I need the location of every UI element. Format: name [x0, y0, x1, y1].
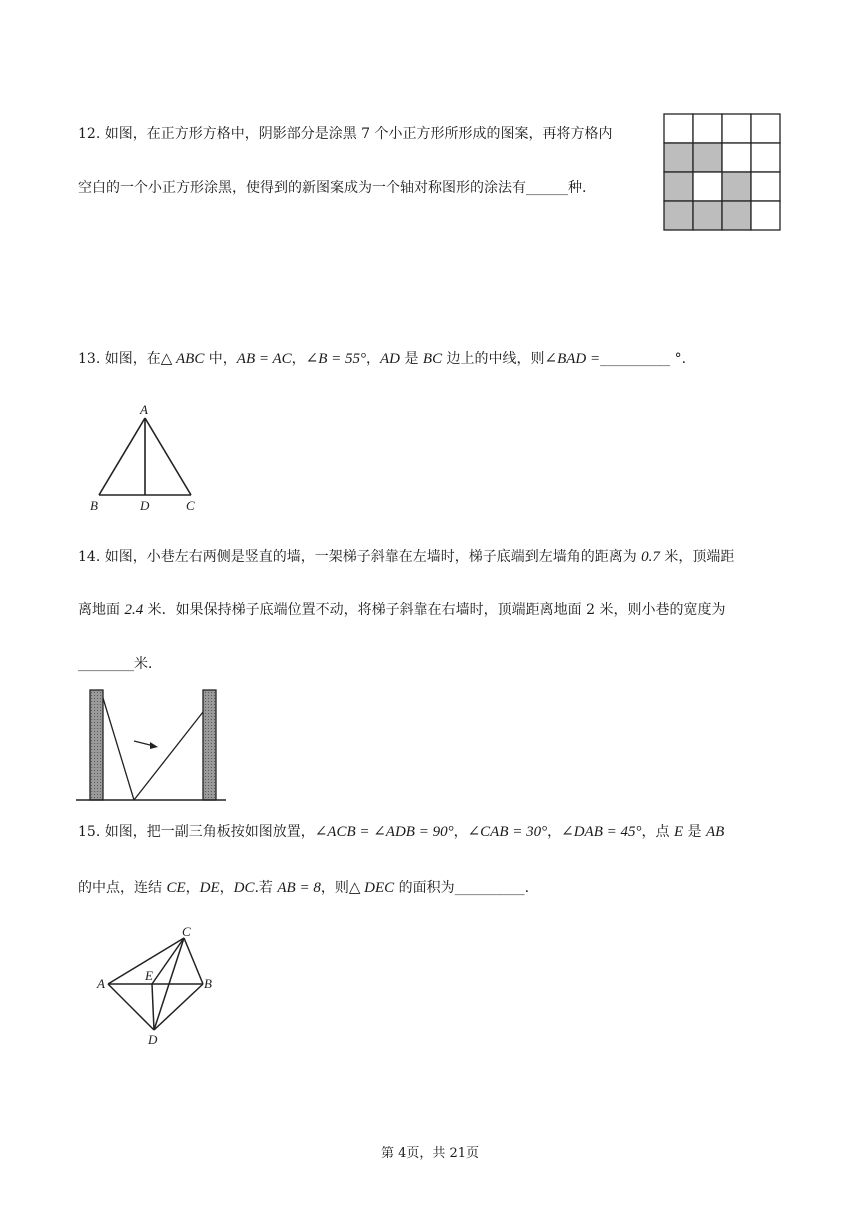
q15-segment-cb — [184, 938, 203, 984]
q14-text-3: 离地面 — [78, 602, 125, 618]
q15-text-1: 15. 如图，把一副三角板按如图放置， — [78, 824, 315, 840]
grid-cell-shaded — [722, 172, 751, 201]
q12-grid-figure — [662, 112, 784, 232]
q14-math-1: 0.7 — [641, 549, 660, 565]
q14-arrow-icon — [134, 741, 158, 749]
q15-math-6: CE — [166, 880, 186, 896]
q14-text-4: 米．如果保持梯子底端位置不动，将梯子斜靠在右墙时，顶端距离地面 2 米，则小巷的宽度为 — [143, 602, 726, 618]
q14-math-2: 2.4 — [124, 602, 144, 618]
q13-label-a: A — [140, 402, 148, 417]
page-footer: 第 4页，共 21页 — [380, 1146, 480, 1161]
q15-line2 — [78, 878, 529, 898]
q15-label-d: D — [148, 1032, 158, 1047]
q13-math-3: ∠B = 55° — [305, 351, 366, 367]
q13-text-4: ， — [366, 351, 380, 367]
q15-math-7: DE — [199, 880, 220, 896]
q13-text-2: 中， — [204, 351, 237, 367]
grid-cell-shaded — [693, 201, 722, 230]
grid-cell-shaded — [664, 201, 693, 230]
grid-cell-blank — [664, 114, 693, 143]
q15-text-2: ， — [453, 824, 468, 840]
q14-line1 — [78, 547, 734, 567]
q13-side-ac — [145, 418, 191, 495]
q12-line1: 12. 如图，在正方形方格中，阴影部分是涂黑 7 个小正方形所形成的图案，再将方格内 — [78, 126, 613, 142]
q13-triangle-figure — [85, 400, 205, 515]
q15-text-10: ，则 — [320, 880, 349, 896]
q13-text-5: 是 — [400, 351, 423, 367]
q15-math-8: DC — [233, 880, 255, 896]
q13-label-b: B — [90, 498, 98, 513]
q13-text-1: 13. 如图，在 — [78, 351, 161, 367]
q15-segment-de — [152, 984, 154, 1030]
q14-ladder-left — [103, 698, 134, 800]
q13-text-3: ， — [291, 351, 306, 367]
q14-right-wall — [203, 690, 216, 800]
grid-cell-blank — [751, 114, 780, 143]
q13-math-6: ∠BAD = — [544, 351, 601, 367]
q15-label-c: C — [182, 924, 191, 939]
grid-cell-blank — [722, 114, 751, 143]
q15-text-4: ，点 — [641, 824, 674, 840]
q13-text-7: __________ °. — [600, 351, 687, 367]
grid-cell-blank — [751, 201, 780, 230]
q15-text-11: 的面积为__________. — [394, 880, 530, 896]
q13-text-6: 边上的中线，则 — [442, 351, 545, 367]
q14-ladder-right — [134, 712, 203, 800]
q15-line1 — [78, 822, 724, 842]
q15-math-10: △ DEC — [348, 880, 395, 896]
q15-math-4: E — [673, 824, 684, 840]
grid-cell-shaded — [693, 143, 722, 172]
q13-math-4: AD — [380, 351, 400, 367]
q15-math-9: AB = 8 — [277, 880, 321, 896]
q15-label-b: B — [204, 976, 212, 991]
q14-line2 — [78, 600, 725, 620]
q13-label-c: C — [186, 498, 195, 513]
grid-cell-blank — [693, 172, 722, 201]
grid-cell-blank — [751, 143, 780, 172]
q15-math-3: ∠DAB = 45° — [561, 824, 642, 840]
q15-math-2: ∠CAB = 30° — [467, 824, 548, 840]
grid-cell-blank — [722, 143, 751, 172]
q14-line3: ________米． — [78, 656, 162, 672]
q14-left-wall — [90, 690, 103, 800]
q15-text-7: ， — [185, 880, 200, 896]
q15-text-6: 的中点，连结 — [78, 880, 167, 896]
q15-text-8: ， — [219, 880, 234, 896]
q15-math-1: ∠ACB = ∠ADB = 90° — [314, 824, 454, 840]
grid-cell-blank — [693, 114, 722, 143]
q13-label-d: D — [140, 498, 150, 513]
grid-cell-blank — [751, 172, 780, 201]
q14-text-1: 14. 如图，小巷左右两侧是竖直的墙，一架梯子斜靠在左墙时，梯子底端到左墙角的距离为 — [78, 549, 642, 565]
q13-math-1: △ ABC — [160, 351, 205, 367]
q13-side-ab — [99, 418, 145, 495]
q15-text-5: 是 — [683, 824, 707, 840]
q12-line2: 空白的一个小正方形涂黑，使得到的新图案成为一个轴对称图形的涂法有______种. — [78, 180, 587, 196]
q14-alley-figure — [76, 686, 228, 804]
q13-text — [78, 349, 686, 369]
q13-math-2: AB = AC — [236, 351, 292, 367]
q15-triangles-figure — [92, 924, 224, 1048]
q15-text-3: ， — [547, 824, 562, 840]
grid-cell-shaded — [664, 172, 693, 201]
q15-label-a: A — [97, 976, 105, 991]
q15-segment-ad — [108, 984, 154, 1030]
q15-segment-ce — [152, 938, 184, 984]
grid-cell-shaded — [664, 143, 693, 172]
q15-text-9: .若 — [254, 880, 278, 896]
q14-text-2: 米，顶端距 — [659, 549, 735, 565]
grid-cell-shaded — [722, 201, 751, 230]
q15-math-5: AB — [706, 824, 725, 840]
q13-math-5: BC — [422, 351, 443, 367]
q15-label-e: E — [145, 968, 153, 983]
